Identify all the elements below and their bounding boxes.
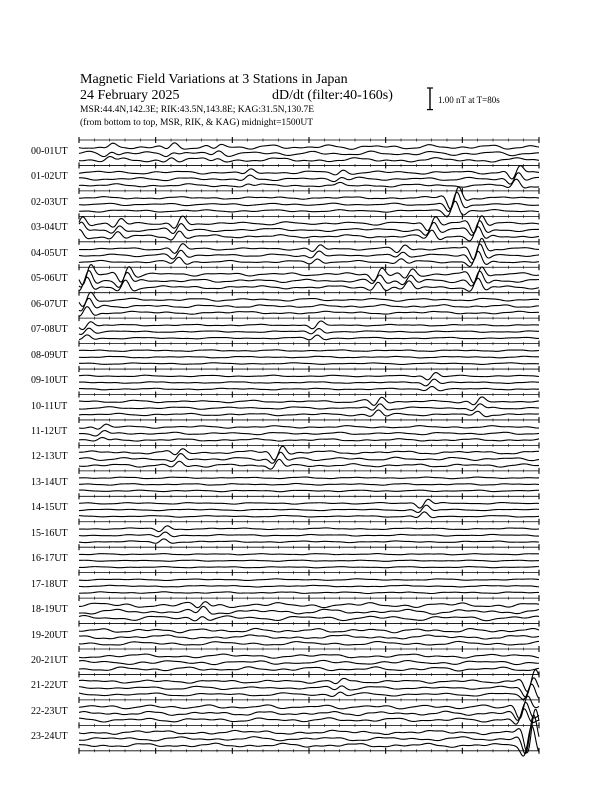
trace-msr (79, 459, 539, 469)
row-label: 09-10UT (31, 375, 68, 387)
row-label: 18-19UT (31, 604, 68, 616)
row-label: 01-02UT (31, 171, 68, 183)
row-label: 07-08UT (31, 324, 68, 336)
row-label: 02-03UT (31, 196, 68, 208)
scale-bar-label: 1.00 nT at T=80s (438, 95, 500, 105)
station-order-note: (from bottom to top, MSR, RIK, & KAG) midnight=1500UT (80, 118, 314, 128)
row-label: 00-01UT (31, 146, 68, 157)
trace-kag (79, 373, 539, 380)
row-label: 17-18UT (31, 578, 68, 590)
trace-msr (79, 438, 539, 442)
trace-kag (79, 397, 539, 405)
trace-rik (79, 606, 539, 614)
trace-rik (79, 483, 539, 485)
chart-title: Magnetic Field Variations at 3 Stations in Japan (80, 72, 348, 87)
row-label: 12-13UT (31, 451, 68, 463)
trace-msr (79, 307, 539, 317)
trace-rik (79, 431, 539, 436)
trace-rik (79, 560, 539, 561)
trace-kag (79, 143, 539, 149)
row-label: 04-05UT (31, 247, 68, 259)
trace-rik (79, 271, 539, 288)
trace-kag (79, 709, 539, 752)
row-label: 20-21UT (31, 655, 68, 666)
trace-msr (79, 179, 539, 188)
row-label: 05-06UT (31, 273, 68, 285)
component-filter-label: dD/dt (filter:40-160s) (272, 88, 393, 103)
row-label: 08-09UT (31, 349, 68, 361)
trace-msr (79, 335, 539, 340)
trace-kag (79, 602, 539, 608)
trace-msr (79, 157, 539, 162)
trace-kag (79, 628, 539, 632)
trace-rik (79, 505, 539, 512)
row-label: 16-17UT (31, 553, 68, 565)
trace-rik (79, 192, 539, 211)
trace-msr (79, 386, 539, 390)
row-label: 03-04UT (31, 222, 68, 234)
trace-rik (79, 328, 539, 334)
trace-kag (79, 350, 539, 352)
trace-msr (79, 512, 539, 518)
station-coordinates: MSR:44.4N,142.3E; RIK:43.5N,143.8E; KAG:31.5N,130.7E (80, 105, 315, 115)
trace-rik (79, 379, 539, 386)
row-label: 14-15UT (31, 502, 68, 514)
row-label: 11-12UT (31, 425, 68, 437)
row-label: 10-11UT (31, 400, 68, 412)
trace-kag (79, 477, 539, 479)
trace-msr (79, 567, 539, 568)
row-label: 06-07UT (31, 298, 68, 310)
trace-kag (79, 499, 539, 508)
trace-msr (79, 539, 539, 543)
trace-msr (79, 592, 539, 594)
trace-msr (79, 363, 539, 365)
trace-rik (79, 404, 539, 411)
trace-kag (79, 554, 539, 555)
trace-rik (79, 660, 539, 664)
row-label: 21-22UT (31, 680, 68, 692)
trace-msr (79, 490, 539, 492)
row-label: 19-20UT (31, 629, 68, 641)
trace-kag (79, 579, 539, 581)
trace-kag (79, 526, 539, 532)
row-label: 23-24UT (31, 731, 68, 743)
trace-kag (79, 321, 539, 330)
trace-rik (79, 173, 539, 184)
trace-rik (79, 151, 539, 157)
row-label: 13-14UT (31, 476, 68, 488)
trace-kag (79, 654, 539, 658)
trace-rik (79, 356, 539, 358)
trace-rik (79, 585, 539, 587)
row-label: 15-16UT (31, 527, 68, 539)
trace-msr (79, 641, 539, 645)
trace-rik (79, 635, 539, 639)
row-label: 22-23UT (31, 705, 68, 717)
trace-msr (79, 616, 539, 621)
trace-kag (79, 424, 539, 429)
trace-msr (79, 667, 539, 671)
trace-msr (79, 410, 539, 417)
chart-date: 24 February 2025 (80, 88, 180, 103)
trace-rik (79, 532, 539, 537)
